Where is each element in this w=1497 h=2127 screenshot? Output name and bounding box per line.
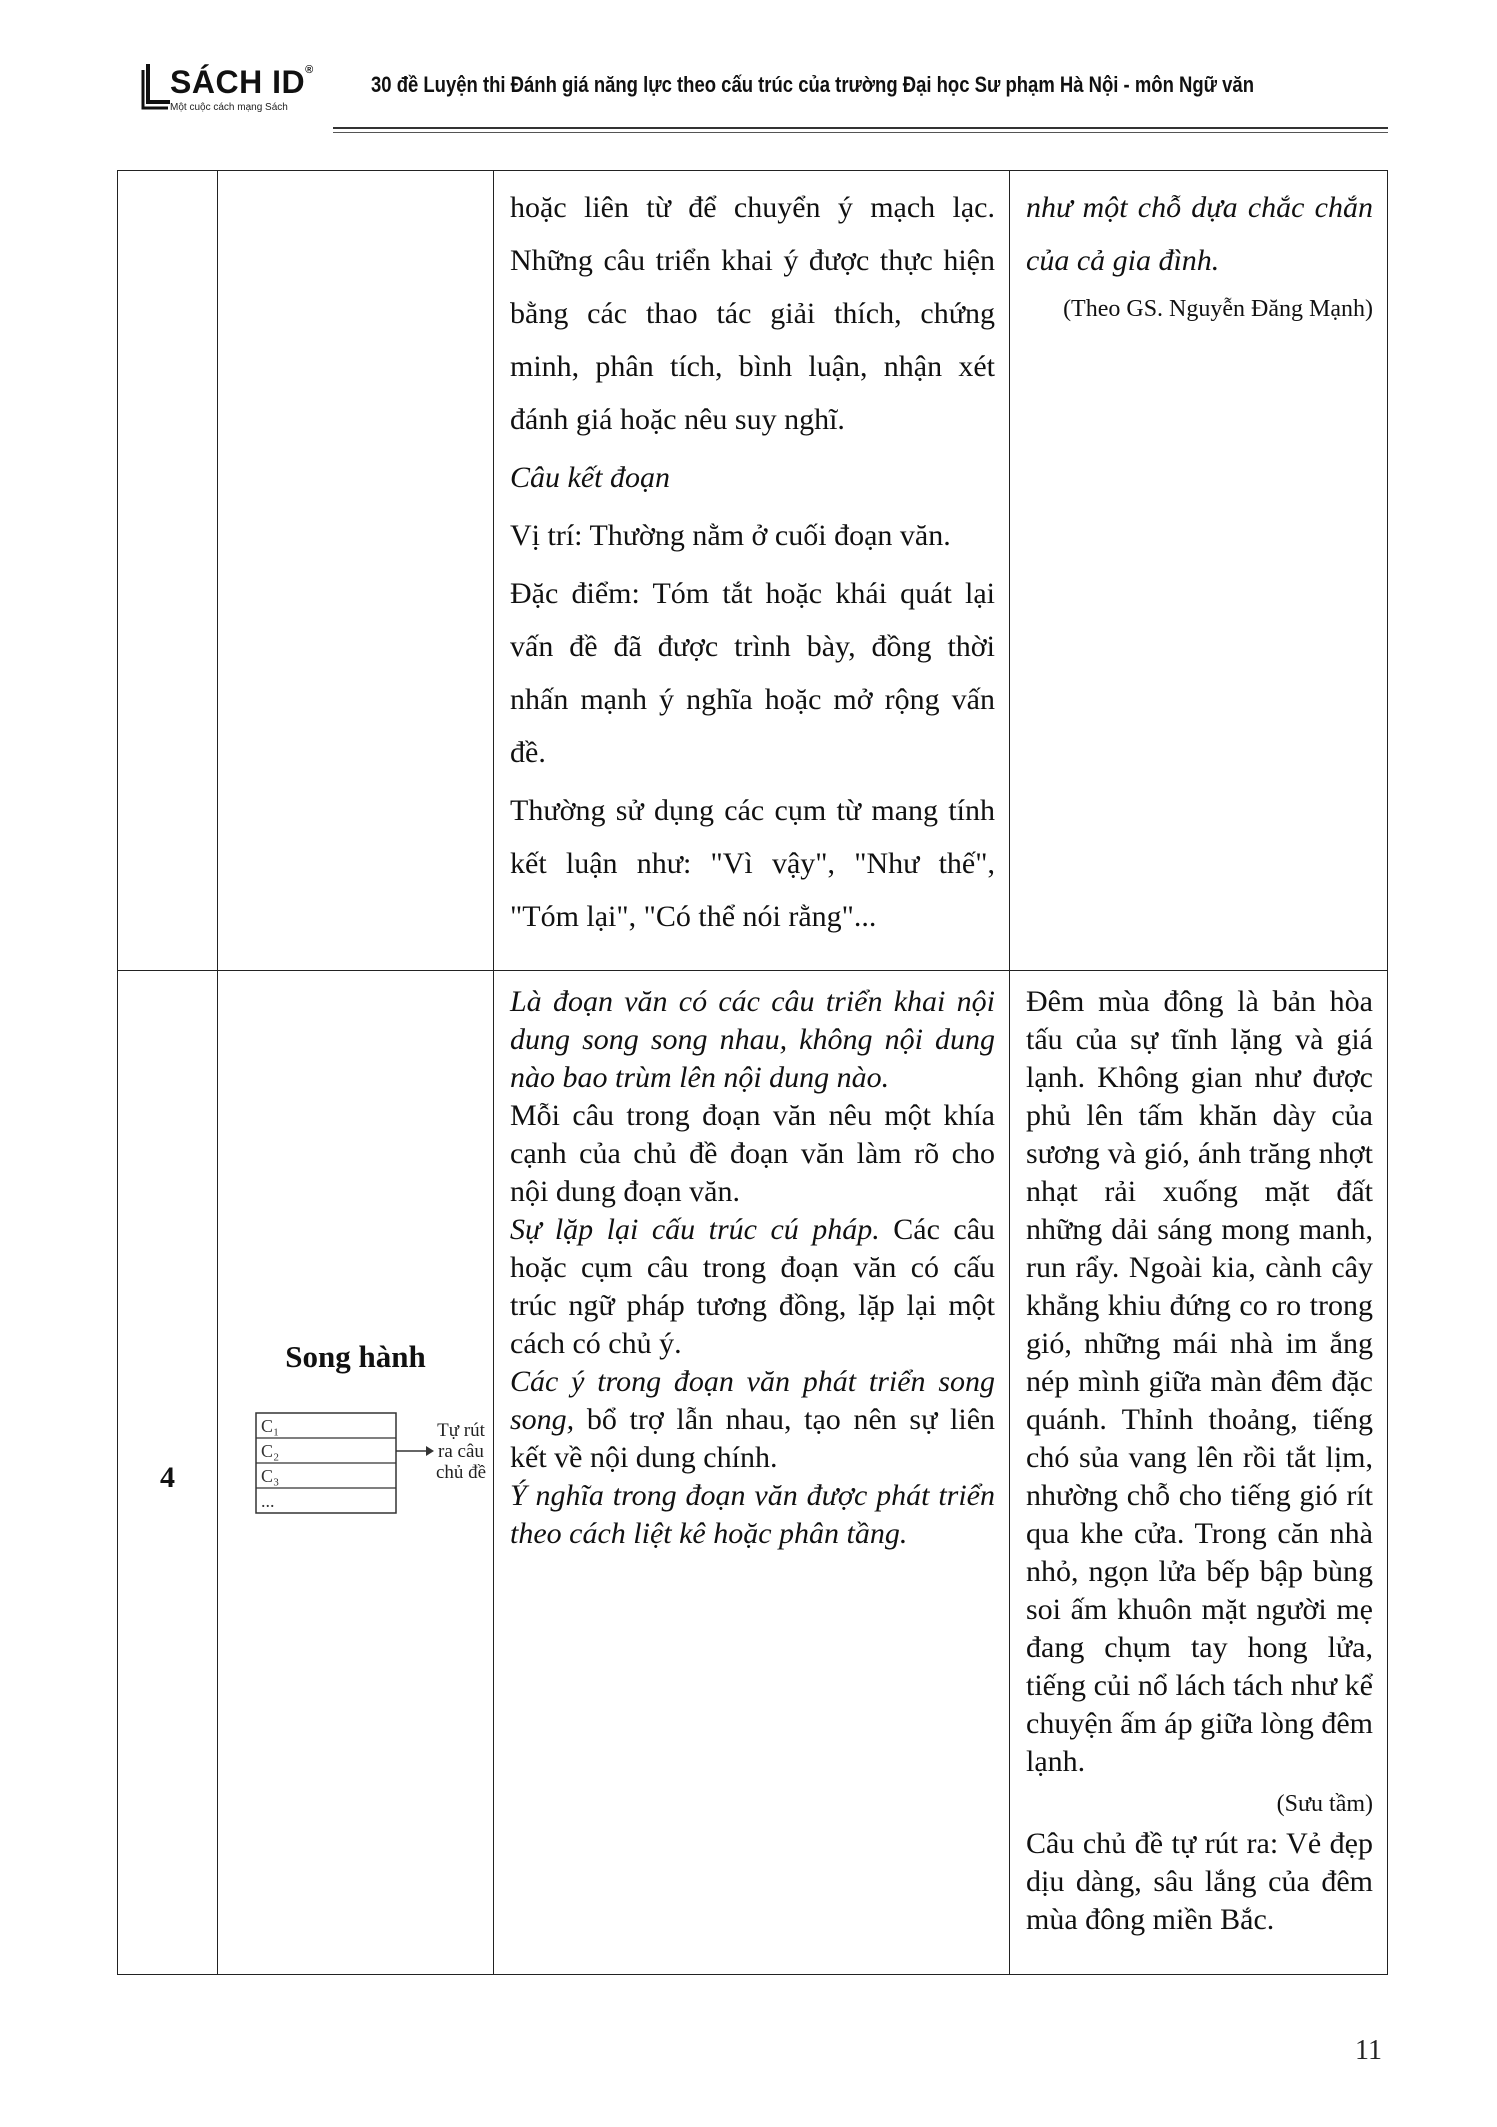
paragraph-types-table (117, 170, 1388, 1975)
desc-definition-2: Mỗi câu trong đoạn văn nêu một khía cạnh của chủ đề đoạn văn làm rõ cho nội dung đoạn văn. (510, 1099, 995, 1208)
description-cell (494, 171, 1010, 971)
example-source: (Sưu tầm) (1276, 1791, 1373, 1817)
logo-tagline: Một cuộc cách mạng Sách (170, 102, 288, 113)
example-cell (1010, 171, 1388, 971)
example-source: (Theo GS. Nguyễn Đăng Mạnh) (1063, 296, 1373, 322)
header-rule-thin (333, 132, 1388, 133)
desc-parallel-heading: Các ý trong đoạn văn phát triển song song, (510, 1365, 995, 1436)
example-topic-sentence: Câu chủ đề tự rút ra: Vẻ đẹp dịu dàng, sâu lắng của đêm mùa đông miền Bắc. (1026, 1827, 1373, 1936)
desc-feature: Đặc điểm: Tóm tắt hoặc khái quát lại vấn đề đã được trình bày, đồng thời nhấn mạnh ý nghĩa hoặc mở rộng vấn đề. (510, 577, 995, 769)
table-row (118, 171, 1388, 971)
desc-syntax-body: Các câu hoặc cụm câu trong đoạn văn có cấu trúc ngữ pháp tương đồng, lặp lại một cách có chủ ý. (510, 1213, 996, 1360)
example-text: Đêm mùa đông là bản hòa tấu của sự tĩnh lặng và giá lạnh. Không gian như được phủ lên tấm khăn dày của sương và gió, ánh trăng nhợt nhạt rải xuống mặt đất những dải sáng mong manh, run rẩy. Ngoài kia, cành cây khẳng khiu đứng co ro trong gió, những mái nhà im ắng nép mình giữa màn đêm đặc quánh. Thỉnh thoảng, tiếng chó sủa vang lên rồi tắt lịm, nhường chỗ cho tiếng gió rít qua khe cửa. Trong căn nhà nhỏ, ngọn lửa bếp bập bùng soi ấm khuôn mặt người mẹ đang chụm tay hong lửa, tiếng củi nổ lách tách như kể chuyện ấm áp giữa lòng đêm lạnh. (1026, 985, 1373, 1778)
diagram-box-c2: C₂ (261, 1441, 280, 1461)
desc-heading: Câu kết đoạn (510, 461, 670, 494)
row-number: 4 (160, 1461, 175, 1494)
page-number: 11 (1355, 2035, 1382, 2066)
diagram-box-more: ... (261, 1491, 275, 1511)
desc-parallel-body: bổ trợ lẫn nhau, tạo nên sự liên kết về nội dung chính. (510, 1403, 996, 1474)
logo-wordmark: SÁCH ID® (170, 64, 314, 100)
diagram-label-1: Tự rút (437, 1420, 485, 1441)
example-text: như một chỗ dựa chắc chắn của cả gia đình. (1026, 191, 1373, 277)
page-header (0, 0, 1497, 140)
desc-position: Vị trí: Thường nằm ở cuối đoạn văn. (510, 519, 951, 552)
number-cell-empty (118, 171, 218, 971)
example-cell (1010, 971, 1388, 1975)
desc-phrases: Thường sử dụng các cụm từ mang tính kết luận như: "Vì vậy", "Như thế", "Tóm lại", "Có thể nói rằng"... (510, 794, 995, 933)
description-cell (494, 971, 1010, 1975)
header-title: 30 đề Luyện thi Đánh giá năng lực theo cấu trúc của trường Đại học Sư phạm Hà Nội - môn Ngữ văn (371, 72, 1254, 97)
desc-definition: Là đoạn văn có các câu triển khai nội dung song song nhau, không nội dung nào bao trùm lên nội dung nào. (510, 985, 995, 1094)
diagram-label-2: ra câu (438, 1441, 484, 1462)
book-logo-icon (140, 62, 174, 110)
table-row (118, 971, 1388, 1975)
diagram-label-3: chủ đề (435, 1462, 486, 1483)
desc-continuation: hoặc liên từ để chuyển ý mạch lạc. Những câu triển khai ý được thực hiện bằng các thao tác giải thích, chứng minh, phân tích, bình luận, nhận xét đánh giá hoặc nêu suy nghĩ. (510, 191, 995, 436)
diagram-box-c1: C₁ (261, 1416, 280, 1436)
arrow-head-icon (426, 1446, 434, 1456)
desc-syntax-heading: Sự lặp lại cấu trúc cú pháp. (510, 1213, 880, 1246)
sach-id-logo (140, 62, 315, 122)
paragraph-type-name: Song hành (285, 1339, 426, 1374)
type-cell (218, 971, 494, 1975)
diagram-box-c3: C₃ (261, 1466, 280, 1486)
desc-parallel (510, 1363, 995, 1477)
parallel-structure-diagram (236, 1411, 486, 1521)
number-cell (118, 971, 218, 1975)
header-rule (333, 127, 1388, 129)
desc-meaning: Ý nghĩa trong đoạn văn được phát triển theo cách liệt kê hoặc phân tầng. (510, 1479, 995, 1550)
desc-syntax (510, 1211, 995, 1363)
type-cell-empty (218, 171, 494, 971)
